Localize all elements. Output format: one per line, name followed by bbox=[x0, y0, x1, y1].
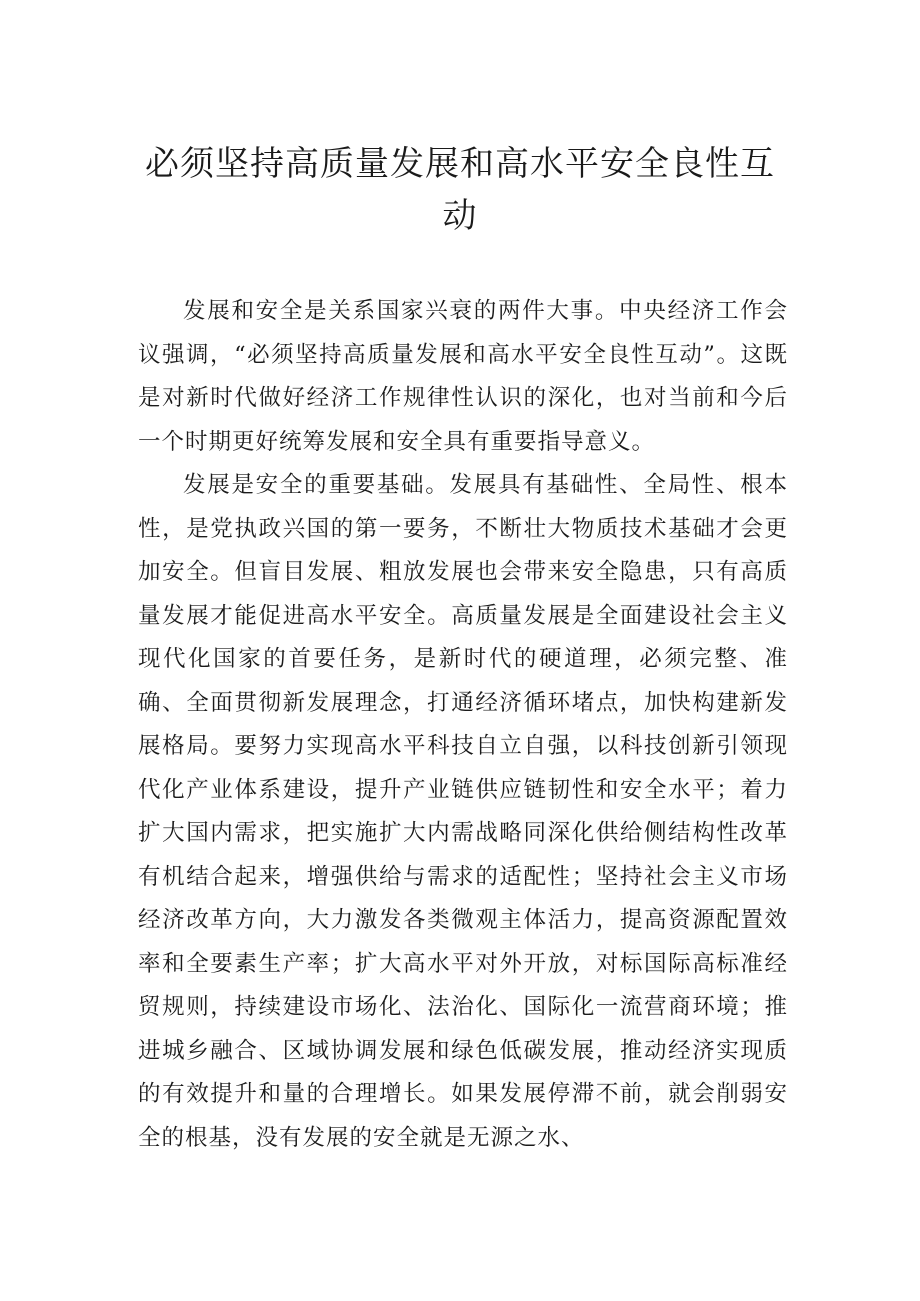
document-title: 必须坚持高质量发展和高水平安全良性互动 bbox=[145, 144, 775, 236]
document-body bbox=[138, 290, 788, 1160]
paragraph-1: 发展和安全是关系国家兴衰的两件大事。中央经济工作会议强调，“必须坚持高质量发展和高水平安全良性互动”。这既是对新时代做好经济工作规律性认识的深化，也对当前和今后一个时期更好统筹发展和安全具有重要指导意义。 bbox=[138, 298, 788, 455]
paragraph-2: 发展是安全的重要基础。发展具有基础性、全局性、根本性，是党执政兴国的第一要务，不断壮大物质技术基础才会更加安全。但盲目发展、粗放发展也会带来安全隐患，只有高质量发展才能促进高水平安全。高质量发展是全面建设社会主义现代化国家的首要任务，是新时代的硬道理，必须完整、准确、全面贯彻新发展理念，打通经济循环堵点，加快构建新发展格局。要努力实现高水平科技自立自强，以科技创新引领现代化产业体系建设，提升产业链供应链韧性和安全水平；着力扩大国内需求，把实施扩大内需战略同深化供给侧结构性改革有机结合起来，增强供给与需求的适配性；坚持社会主义市场经济改革方向，大力激发各类微观主体活力，提高资源配置效率和全要素生产率；扩大高水平对外开放，对标国际高标准经贸规则，持续建设市场化、法治化、国际化一流营商环境；推进城乡融合、区域协调发展和绿色低碳发展，推动经济实现质的有效提升和量的合理增长。如果发展停滞不前，就会削弱安全的根基，没有发展的安全就是无源之水、 bbox=[138, 472, 788, 1151]
